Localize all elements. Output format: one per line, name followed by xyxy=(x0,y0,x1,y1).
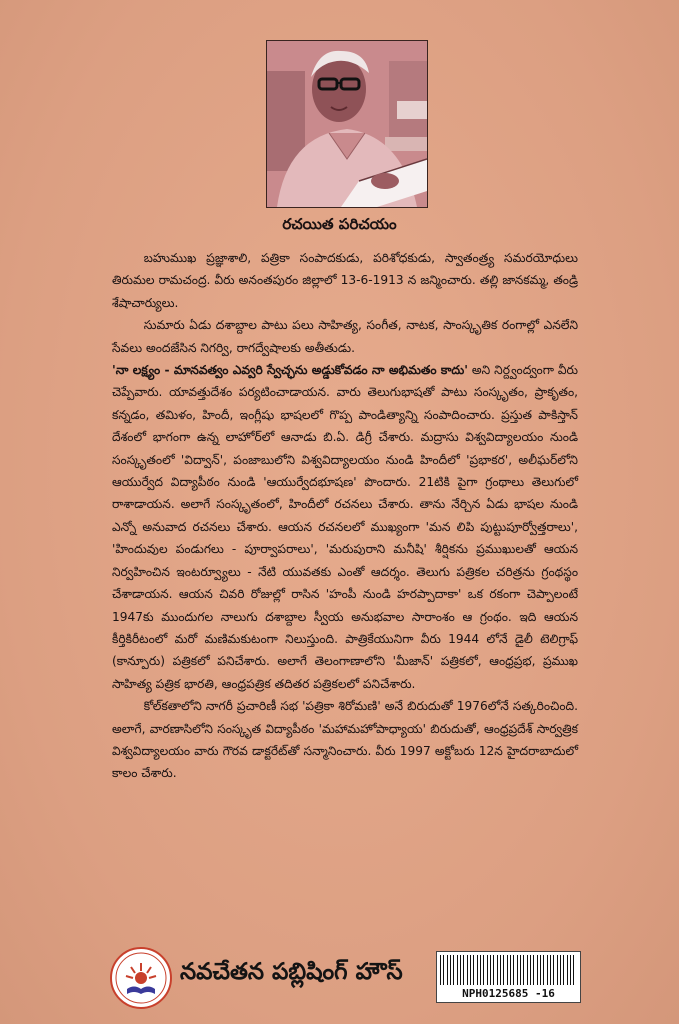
author-photo xyxy=(266,40,428,208)
barcode-number: NPH0125685 -16 xyxy=(462,987,555,1000)
bio-quote: 'నా లక్ష్యం - మానవత్వం ఎవ్వరి స్వేచ్ఛను అడ్డుకోవడం నా అభిమతం కాదు' xyxy=(112,363,468,378)
author-portrait xyxy=(267,41,427,207)
bio-paragraph: సుమారు ఏడు దశాబ్దాల పాటు పలు సాహిత్య, సంగీత, నాటక, సాంస్కృతిక రంగాల్లో ఎనలేని సేవలు అందజేసిన నిగర్వి, రాగద్వేషాలకు అతీతుడు. xyxy=(112,318,578,355)
author-biography xyxy=(112,247,578,785)
publisher-name: నవచేతన పబ్లిషింగ్ హౌస్ xyxy=(180,959,403,985)
barcode xyxy=(436,951,581,1003)
bio-quote-paragraph xyxy=(112,359,578,695)
bio-paragraph: బహుముఖ ప్రజ్ఞాశాలి, పత్రికా సంపాదకుడు, పరిశోధకుడు, స్వాతంత్ర్య సమరయోధులు తిరుమల రామచంద్ర. వీరు అనంతపురం జిల్లాలో 13-6-1913 న జన్మించారు. తల్లి జానకమ్మ, తండ్రి శేషాచార్యులు. xyxy=(112,251,578,310)
bio-paragraph: కోల్‌కతాలోని నాగరీ ప్రచారిణీ సభ 'పత్రికా శిరోమణి' అనే బిరుదుతో 1976లోనే సత్కరించింది. అలాగే, వారణాసిలోని సంస్కృత విద్యాపీఠం 'మహామహోపాధ్యాయ' బిరుదుతో, ఆంధ్రప్రదేశ్ సార్వత్రిక విశ్వవిద్యాలయం వారు గౌరవ డాక్టరేట్‌తో సన్మానించారు. వీరు 1997 అక్టోబరు 12న హైదరాబాదులో కాలం చేశారు. xyxy=(112,699,578,781)
barcode-bars xyxy=(440,955,577,985)
bio-paragraph-continued: అని నిర్ద్వంద్వంగా వీరు చెప్పేవారు. యావత్తుదేశం పర్యటించాడాయన. వారు తెలుగుభాషతో పాటు సంస్కృతం, ప్రాకృతం, కన్నడం, తమిళం, హిందీ, ఇంగ్లీషు భాషలలో గొప్ప పాండిత్యాన్ని సంపాదించారు. ప్రస్తుత పాకిస్తాన్ దేశంలో భాగంగా ఉన్న లాహోర్‌లో ఆనాడు బి.ఏ. డిగ్రీ చేశారు. మద్రాసు విశ్వవిద్యాలయం నుండి సంస్కృతంలో 'విద్వాన్', పంజాబులోని విశ్వవిద్యాలయం నుండి హిందీలో 'ప్రభాకర', అలీఘర్‌లోని ఆయుర్వేద విద్యాపీఠం నుండి 'ఆయుర్వేదభూషణ' పొందారు. 21టికి పైగా గ్రంథాలు తెలుగులో రాశాడాయన. అలాగే సంస్కృతంలో, హిందీలో రచనలు చేశారు. తాను నేర్చిన ఏడు భాషల నుండి ఎన్నో అనువాద రచనలు చేశారు. ఆయన రచనలలో ముఖ్యంగా 'మన లిపి పుట్టుపూర్వోత్తరాలు', 'హిందువుల పండుగలు - పూర్వాపరాలు', 'మరుపురాని మనీషి' శీర్షికను ప్రముఖులతో ఆయన నిర్వహించిన ఇంటర్వ్యూలు - నేటి యువతకు ఎంతో ఆదర్శం. తెలుగు పత్రికల చరిత్రను గ్రంథస్థం చేశాడాయన. ఆయన చివరి రోజుల్లో రాసిన 'హంపీ నుండి హరప్పాదాకా' ఒక రకంగా చెప్పాలంటే 1947కు ముందుగల నాలుగు దశాబ్దాల స్వీయ అనుభవాల సారాంశం ఆ గ్రంథం. ఇది ఆయన కీర్తికిరీటంలో మరో మణిమకుటంగా నిలుస్తుంది. పాత్రికేయునిగా వీరు 1944 లోనే డైలీ టెలిగ్రాఫ్ (కాన్పూరు) పత్రికలో పనిచేశారు. అలాగే తెలంగాణాలోని 'మీజాన్' పత్రికలో, ఆంధ్రప్రభ, ప్రముఖ సాహిత్య పత్రిక భారతి, ఆంధ్రపత్రిక తదితర పత్రికలలో పనిచేశారు. xyxy=(112,363,578,691)
publisher-logo-icon xyxy=(110,947,172,1009)
section-heading: రచయిత పరిచయం xyxy=(282,215,397,233)
footer xyxy=(0,945,679,1015)
